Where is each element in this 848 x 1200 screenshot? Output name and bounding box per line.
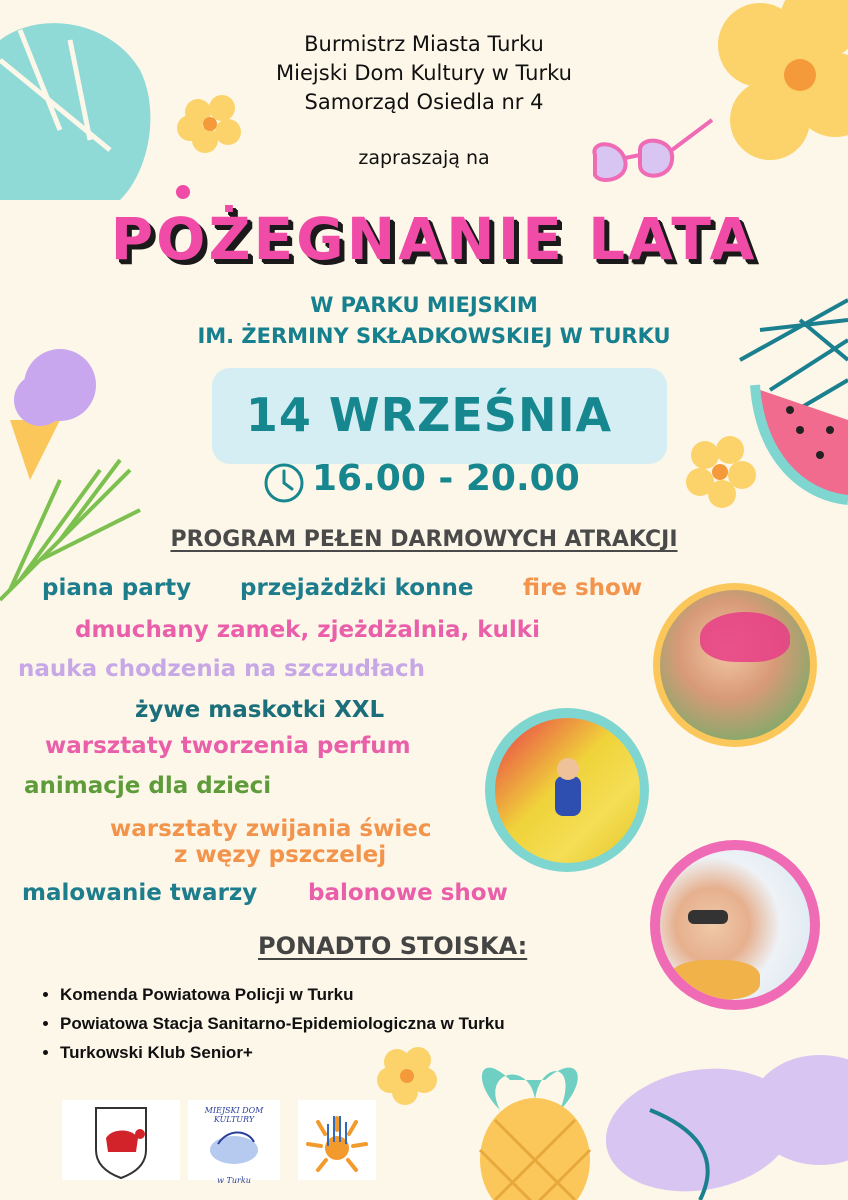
program-heading: PROGRAM PEŁEN DARMOWYCH ATRAKCJI	[170, 527, 678, 552]
activity-item: żywe maskotki XXL	[135, 697, 385, 723]
activity-item: fire show	[523, 575, 643, 601]
hand-sun-icon	[298, 1100, 376, 1180]
activity-item: nauka chodzenia na szczudłach	[18, 656, 426, 682]
location-line-2: IM. ŻERMINY SKŁADKOWSKIEJ W TURKU	[197, 324, 671, 348]
event-date: 14 WRZEŚNIA	[245, 388, 613, 442]
location-line-1: W PARKU MIEJSKIM	[310, 293, 538, 317]
senior-club-logo	[298, 1100, 376, 1180]
organizer-line: Samorząd Osiedla nr 4	[304, 90, 544, 114]
event-title: POŻEGNANIE LATA	[110, 205, 758, 273]
activity-item: animacje dla dzieci	[24, 773, 272, 799]
bouncy-slide-photo	[495, 718, 640, 863]
clock-icon	[263, 462, 305, 504]
organizers	[0, 30, 848, 117]
stands-list	[38, 980, 505, 1067]
list-item: • Komenda Powiatowa Policji w Turku	[60, 980, 505, 1009]
city-crest-logo	[62, 1100, 180, 1180]
pegasus-icon	[188, 1124, 280, 1172]
event-time: 16.00 - 20.00	[312, 458, 580, 499]
activity-item: balonowe show	[308, 880, 508, 906]
invite-text: zapraszają na	[358, 147, 490, 169]
foam-party-photo	[660, 850, 810, 1000]
crest-icon	[62, 1100, 180, 1180]
list-item: • Powiatowa Stacja Sanitarno-Epidemiologiczna w Turku	[60, 1009, 505, 1038]
activity-item: z węzy pszczelej	[174, 842, 387, 868]
mdk-logo-text: MIEJSKI DOM KULTURY	[204, 1106, 264, 1124]
organizer-line: Miejski Dom Kultury w Turku	[276, 61, 572, 85]
mdk-logo-text: w Turku	[217, 1176, 251, 1185]
activity-item: warsztaty zwijania świec	[110, 816, 432, 842]
activity-item: warsztaty tworzenia perfum	[45, 733, 411, 759]
pineapple-icon	[480, 1068, 590, 1200]
flip-flop-icon	[596, 1054, 848, 1200]
stands-heading: PONADTO STOISKA:	[258, 932, 528, 960]
organizer-line: Burmistrz Miasta Turku	[304, 32, 544, 56]
activity-item: dmuchany zamek, zjeżdżalnia, kulki	[75, 617, 540, 643]
list-item: • Turkowski Klub Senior+	[60, 1038, 505, 1067]
mdk-logo	[188, 1100, 280, 1185]
activity-item: piana party	[42, 575, 192, 601]
face-painting-photo	[660, 590, 810, 740]
activity-item: malowanie twarzy	[22, 880, 258, 906]
activity-item: przejażdżki konne	[240, 575, 474, 601]
